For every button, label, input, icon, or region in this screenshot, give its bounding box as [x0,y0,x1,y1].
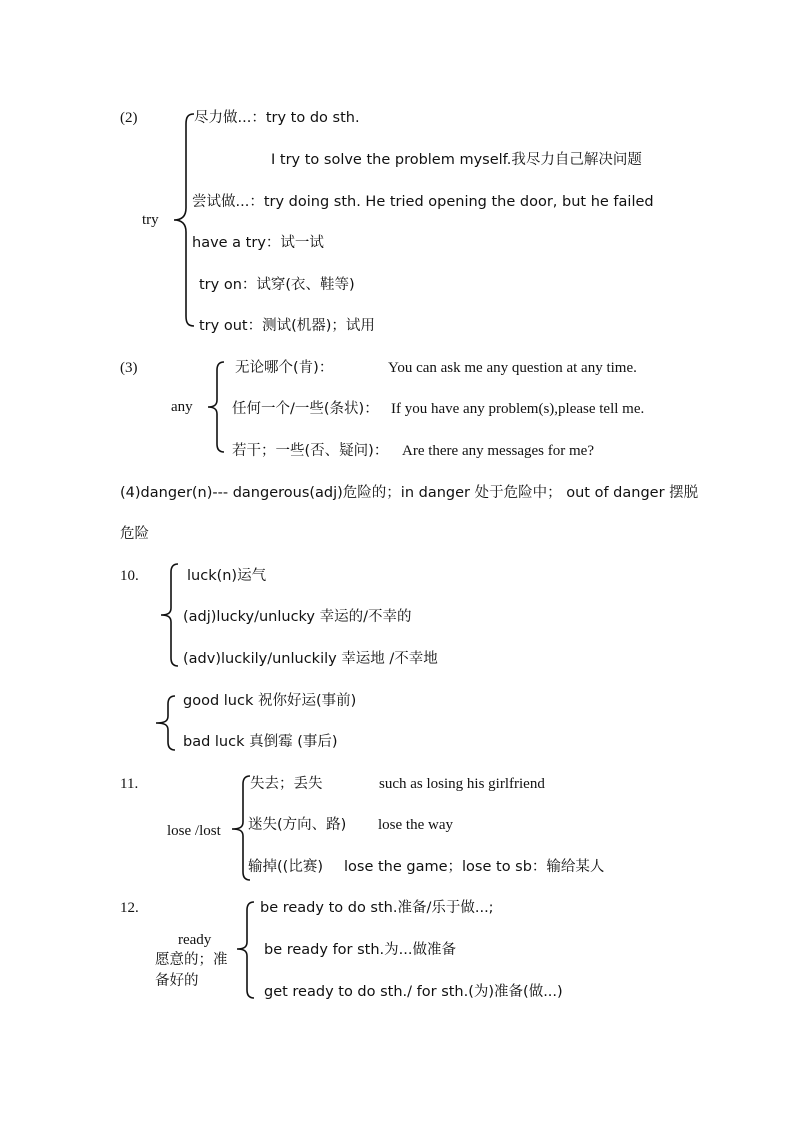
section-number: 10. [120,568,139,584]
headword-meaning: 愿意的；准 [155,952,228,968]
headword-meaning: 备好的 [155,973,199,989]
brace-icon [234,900,258,1004]
line: try on：试穿(衣、鞋等) [199,277,355,293]
example: Are there any messages for me? [402,443,594,459]
section-number: (2) [120,110,138,126]
luck-line: good luck 祝你好运(事前) [183,693,357,709]
headword-try: try [142,212,159,228]
example: You can ask me any question at any time. [388,360,637,376]
brace-icon [204,360,228,460]
line: 尽力做...：try to do sth. [194,110,360,126]
luck-line: (adj)lucky/unlucky 幸运的/不幸的 [183,609,412,625]
section-number: (3) [120,360,138,376]
ready-line: be ready for sth.为...做准备 [264,942,456,958]
brace-icon [155,694,179,754]
meaning: 若干；一些(否、疑问)： [232,443,389,459]
meaning: 输掉((比赛) [248,859,323,875]
line: try out：测试(机器)；试用 [199,318,375,334]
luck-line: bad luck 真倒霉 (事后) [183,734,338,750]
example: such as losing his girlfriend [379,776,545,792]
danger-line: 危险 [120,526,149,542]
line: have a try：试一试 [192,235,324,251]
line: 尝试做...：try doing sth. He tried opening the door, but he failed [192,194,654,210]
meaning: 迷失(方向、路) [248,817,347,833]
example: lose the game；lose to sb：输给某人 [344,859,605,875]
meaning: 失去；丢失 [250,776,323,792]
luck-line: (adv)luckily/unluckily 幸运地 /不幸地 [183,651,438,667]
example: lose the way [378,817,453,833]
section-number: 11. [120,776,139,792]
ready-line: get ready to do sth./ for sth.(为)准备(做...) [264,984,563,1000]
danger-line: (4)danger(n)--- dangerous(adj)危险的；in danger 处于危险中； out of danger 摆脱 [120,485,699,501]
headword-lose: lose /lost [167,823,221,839]
ready-line: be ready to do sth.准备/乐于做...; [260,900,494,916]
brace-icon [166,112,196,332]
meaning: 任何一个/一些(条状)： [232,401,379,417]
section-number: 12. [120,900,139,916]
luck-line: luck(n)运气 [187,568,267,584]
line: I try to solve the problem myself.我尽力自己解决问题 [271,152,642,168]
headword-any: any [171,399,193,415]
meaning: 无论哪个(肯)： [235,360,334,376]
brace-icon [158,562,182,672]
example: If you have any problem(s),please tell me. [391,401,645,417]
headword-ready: ready [178,932,212,948]
